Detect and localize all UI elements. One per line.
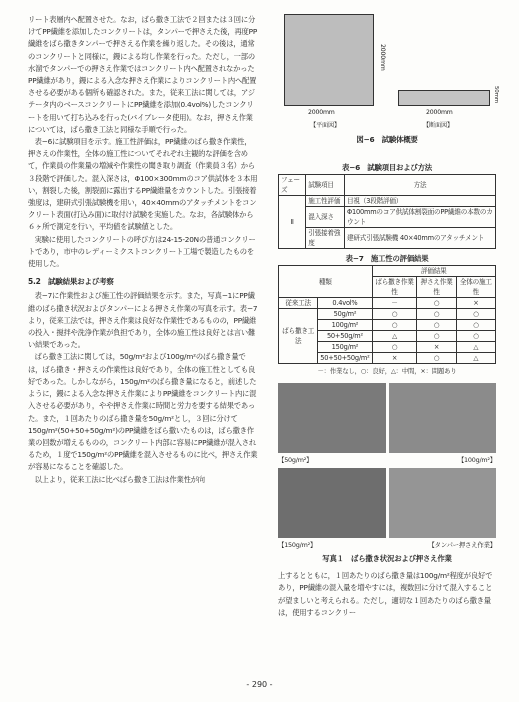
paragraph: 表−7に作業性および施工性の評価結果を示す。また，写真−1にPP繊維のばら撒き状況およびタンパーによる押さえ作業の写真を示す。表−7より，従来工法では，押さえ作業は良好な作業性であるものの，PP繊維の投入・撹拌や洗浄作業が負担であり，全体の施工性は良好とは言い難い結果であった。 [28,291,258,350]
table-header: 試験項目 [306,175,345,196]
photo-label: 【150g/m²】 [278,540,317,549]
right-column [278,14,500,619]
paragraph: 表−6に試験項目を示す。施工性評価は，PP繊維のばら撒き作業性，押さえの作業性，全体の施工性についてそれぞれ主観的な評価を含めて，作業員の作業量の増減や作業性の聞き取り調査（作業員３名）から３段階で評価した。混入深さは，Φ100×300mmのコア供試体を３本用い，割裂した後，割裂面に露出するPP繊維量をカウントした。引張接着強度は，建研式引張試験機を用い，40×40mmのアタッチメントをコンクリート表面(打込み面)に取付け試験を実施した。なお，各試験体から６ヶ所で測定を行い，平均値を試験値とした。 [28,137,258,232]
table-cell: × [417,342,456,353]
table-header: 種類 [279,266,373,298]
photo-labels [278,539,496,551]
table-cell: ○ [372,320,417,331]
table-cell: 従来工法 [279,298,318,309]
table-cell: ○ [417,309,456,320]
table-header: 評価結果 [372,266,495,277]
photo-grid-top [278,383,496,453]
table-cell: ○ [372,342,417,353]
table-cell: 施工性評価 [306,196,345,207]
table-cell: × [456,298,495,309]
table-cell: ○ [372,309,417,320]
photo-label: 【50g/m²】 [278,455,313,464]
photo-grid-bottom [278,468,496,538]
paragraph: ばら撒き工法に関しては，50g/m²および100g/m²のばら撒き量では，ばら撒き・押さえの作業性は良好であり，全体の施工性としても良好であった。しかしながら，150g/m²のばら撒き量になると，前述したように，鏝による入念な押さえ作業によりPP繊維をコンクリート内に混入させる必要があり，やや押さえ作業に時間と労力を要する結果であった。また，１回あたりのばら撒き量を50g/m²とし，３回に分けて150g/m²(50+50+50g/m²)のPP繊維をばら撒いたものは，ばら撒き作業の回数が増えるものの，コンクリート内部に容易にPP繊維が混入されるため，１度で150g/m²のPP繊維を混入させるものに比べ，押さえ作業が容易になることを確認した。 [28,352,258,472]
photo-labels [278,454,496,466]
table-cell: Ⅱ [279,196,306,249]
dimension-label: 2000mm [426,109,453,116]
figure-caption: 図−6 試験体概要 [356,135,418,144]
table-cell: ○ [417,353,456,364]
table-cell: ○ [417,331,456,342]
table-header: 方法 [345,175,496,196]
photo-tamper [389,468,497,538]
table-caption: 表−7 施工性の評価結果 [345,254,429,264]
dimension-label: 50mm [493,86,500,103]
section-view-diagram [398,90,490,106]
table-header: 全体の施工性 [456,277,495,298]
table-cell: ばら撒き工法 [279,309,318,364]
paragraph: 上するとともに，１回あたりのばら撒き量は100g/m²程度が良好であり，PP繊維の混入量を増やすには，複数回に分けて混入することが望ましいと考えられる。ただし，適切な１回あたりのばら撒き量は，使用するコンクリー [278,571,493,617]
photo-150g [278,468,386,538]
dimension-label: 2000mm [308,109,335,116]
table-cell: × [372,353,417,364]
paragraph: 以上より，従来工法に比べばら撒き工法は作業性が向 [34,474,205,484]
table-cell: 50+50+50g/m² [318,353,372,364]
paragraph: 実験に使用したコンクリートの呼び方は24-15-20Nの普通コンクリートであり，市中のレディーミクストコンクリート工場で製造したものを使用した。 [28,234,256,269]
table-cell: Φ100mmのコア供試体割裂面のPP繊維の本数のカウント [345,207,496,228]
table-header: 押さえ作業性 [417,277,456,298]
table-cell: 100g/m² [318,320,372,331]
photo-label: 【100g/m²】 [457,455,496,464]
table-cell: 50+50g/m² [318,331,372,342]
table-cell: 建研式引張試験機 40×40mmのアタッチメント [345,228,496,249]
paragraph: リート表層内へ配置させた。なお，ばら撒き工法で２回または３回に分けてPP繊維を添加したコンクリートは，タンパーで押さえた後，再度PP繊維をばら撒きタンパーで押さえる作業を繰り返した。その後は，通常のコンクリートと同様に，鏝による均し作業を行った。ただし，一部の水溜でタンパーでの押さえ作業ではコンクリート内へ配置されなかったPP繊維があり，鏝による入念な押さえ作業によりコンクリート内へ配置させる必要がある個所も確認された。また，従来工法に関しては，アジテータ内のベースコンクリートにPP繊維を添加(0.4vol%)したコンクリートを用いて打ち込みを行った(バイブレータ使用)。なお，押さえ作業については，ばら撒き工法と同様な手順で行った。 [28,15,258,134]
photo-caption: 写真１ ばら撒き状況および押さえ作業 [322,554,452,564]
dimension-label: 2000mm [379,44,387,71]
table-header: ばら撒き作業性 [372,277,417,298]
table-cell: △ [372,331,417,342]
table-cell: 目視（3段階評価） [345,196,496,207]
table-cell: ○ [417,298,456,309]
photo-50g [278,383,386,453]
table-7 [278,265,496,364]
table-cell: 150g/m² [318,342,372,353]
table-cell: ○ [456,331,495,342]
table-cell: △ [456,353,495,364]
page-number: - 290 - [246,680,273,689]
table-6 [278,174,496,249]
table-cell: 50g/m² [318,309,372,320]
table-note: －：作業なし，○：良好，△：中間，×：問題あり [317,367,457,376]
table-cell: ○ [417,320,456,331]
table-cell: 混入深さ [306,207,345,228]
left-column [28,14,258,486]
photo-100g [389,383,497,453]
table-cell: 引張接着強度 [306,228,345,249]
figure-6 [278,14,500,162]
table-cell: △ [456,342,495,353]
table-cell: － [372,298,417,309]
table-cell: ○ [456,309,495,320]
section-heading: 5.2 試験結果および考察 [28,277,114,287]
table-header: フェーズ [279,175,306,196]
table-cell: ○ [456,320,495,331]
plan-view-diagram [284,14,374,106]
plan-label: 【平面図】 [310,122,340,129]
section-label: 【断面図】 [423,122,453,129]
table-cell: 0.4vol% [318,298,372,309]
table-caption: 表−6 試験項目および方法 [341,163,433,172]
photo-label: 【タンパー押さえ作業】 [428,540,496,549]
